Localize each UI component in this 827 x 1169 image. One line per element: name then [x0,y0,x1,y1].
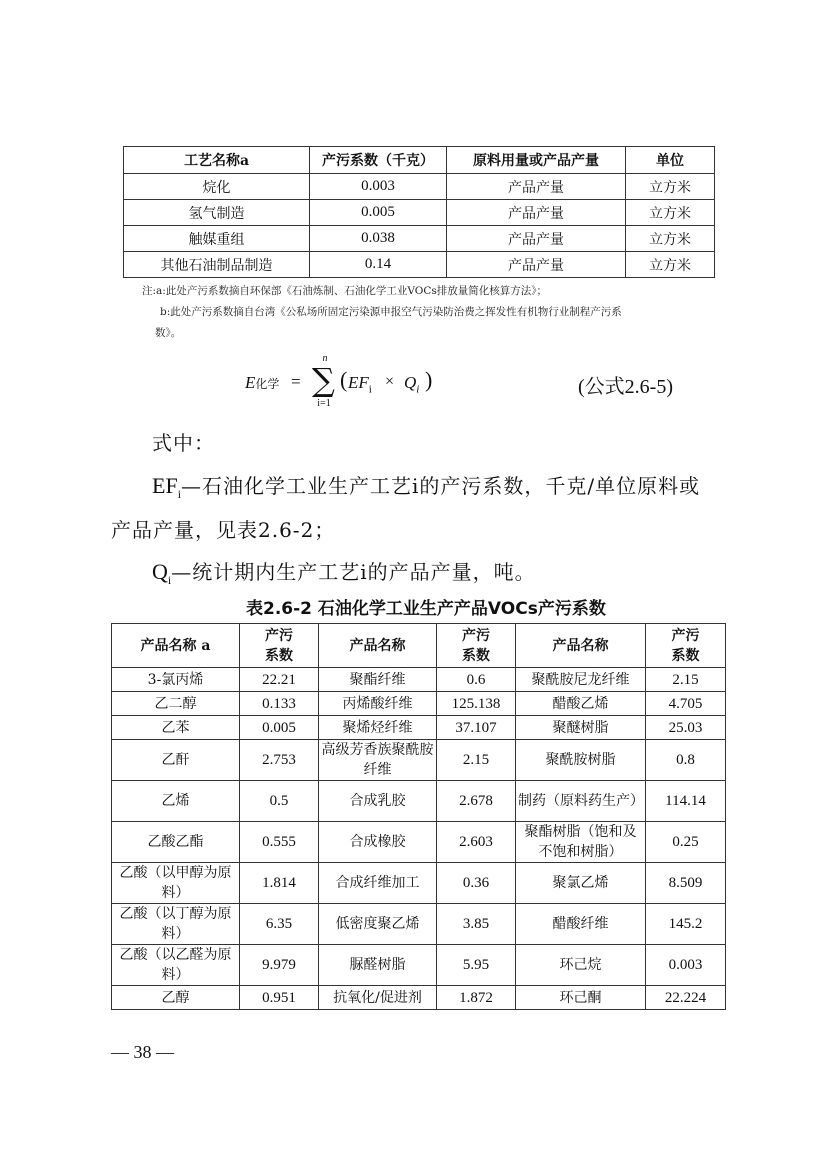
emission-factor-cell: 145.2 [646,904,726,945]
header-process-name: 工艺名称a [124,147,310,174]
product-name-cell: 脲醛树脂 [319,945,437,986]
emission-factor-cell: 9.979 [240,945,319,986]
emission-factor-cell: 1.872 [437,986,516,1010]
emission-factor-cell: 0.038 [310,226,447,252]
basis-cell: 产品产量 [447,226,626,252]
note-a: 注:a:此处产污系数摘自环保部《石油炼制、石油化学工业VOCs排放量简化核算方法》； [142,285,548,297]
header-basis: 原料用量或产品产量 [447,147,626,174]
product-name-cell: 乙苯 [112,716,240,740]
product-name-cell: 乙酸（以丁醇为原料） [112,904,240,945]
formula-label: (公式2.6-5) [578,376,673,398]
product-name-cell: 合成乳胶 [319,781,437,822]
product-name-cell: 聚氯乙烯 [516,863,646,904]
emission-factor-cell: 2.15 [646,668,726,692]
emission-factor-cell: 0.6 [437,668,516,692]
unit-cell: 立方米 [626,226,715,252]
unit-cell: 立方米 [626,174,715,200]
formula-2-6-5 [245,353,715,416]
table-row [124,226,715,252]
table-row [112,740,726,781]
emission-factor-cell: 0.133 [240,692,319,716]
sum-upper-limit: n [322,353,328,364]
product-name-cell: 聚酯树脂（饱和及不饱和树脂） [516,822,646,863]
emission-factor-cell: 1.814 [240,863,319,904]
table-row [112,781,726,822]
product-name-cell: 合成纤维加工 [319,863,437,904]
product-name-cell: 高级芳香族聚酰胺纤维 [319,740,437,781]
header-product-name-1: 产品名称 a [112,624,240,668]
formula-ef: $EF_i$ [348,373,372,396]
table-row [112,716,726,740]
product-name-cell: 抗氧化/促进剂 [319,986,437,1010]
formula-lhs-subscript: 化学 [255,377,280,391]
emission-factor-cell: 2.753 [240,740,319,781]
basis-cell: 产品产量 [447,252,626,278]
product-name-cell: 环己烷 [516,945,646,986]
product-name-cell: 聚烯烃纤维 [319,716,437,740]
emission-factor-cell: 114.14 [646,781,726,822]
emission-factor-cell: 0.5 [240,781,319,822]
header-emission-factor: 产污系数（千克） [310,147,447,174]
page-number: — 38 — [111,1042,174,1062]
product-name-cell: 低密度聚乙烯 [319,904,437,945]
emission-factor-cell: 2.678 [437,781,516,822]
table-row [112,986,726,1010]
table-header-row [112,624,726,668]
product-name-cell: 醋酸纤维 [516,904,646,945]
header-factor-2: 产污 系数 [437,624,516,668]
where-label: 式中： [152,431,215,455]
product-name-cell: 合成橡胶 [319,822,437,863]
product-name-cell: 乙二醇 [112,692,240,716]
header-unit: 单位 [626,147,715,174]
emission-factor-cell: 37.107 [437,716,516,740]
basis-cell: 产品产量 [447,174,626,200]
formula-lhs: E化学 [245,373,280,392]
note-b-line2: 数》。 [155,327,182,339]
open-paren: ( [340,367,348,392]
product-name-cell: 环己酮 [516,986,646,1010]
header-product-name-3: 产品名称 [516,624,646,668]
emission-factor-cell: 125.138 [437,692,516,716]
table-row [124,200,715,226]
product-name-cell: 聚酰胺树脂 [516,740,646,781]
emission-factor-cell: 0.25 [646,822,726,863]
process-emission-factor-table [123,146,715,278]
emission-factor-cell: 0.005 [310,200,447,226]
header-factor-1: 产污 系数 [240,624,319,668]
emission-factor-cell: 0.005 [240,716,319,740]
product-name-cell: 醋酸乙烯 [516,692,646,716]
emission-factor-cell: 6.35 [240,904,319,945]
product-name-cell: 乙酸（以甲醇为原料） [112,863,240,904]
table2-caption: 表2.6-2 石油化学工业生产产品VOCs产污系数 [246,599,606,619]
unit-cell: 立方米 [626,252,715,278]
header-product-name-2: 产品名称 [319,624,437,668]
product-name-cell: 制药（原料药生产） [516,781,646,822]
product-name-cell: 乙醇 [112,986,240,1010]
formula-equals: = [291,372,301,391]
emission-factor-cell: 8.509 [646,863,726,904]
emission-factor-cell: 25.03 [646,716,726,740]
product-emission-factor-table [111,623,726,1010]
table-row [112,904,726,945]
sum-lower-limit: i=1 [317,398,331,409]
table-header-row [124,147,715,174]
table-row [124,252,715,278]
emission-factor-cell: 0.8 [646,740,726,781]
table-row [112,822,726,863]
product-name-cell: 3-氯丙烯 [112,668,240,692]
product-name-cell: 丙烯酸纤维 [319,692,437,716]
note-b-line1: b:此处产污系数摘自台湾《公私场所固定污染源申报空气污染防治费之挥发性有机物行业制程产污系 [160,306,622,318]
emission-factor-cell: 22.224 [646,986,726,1010]
sigma-symbol: ∑ [312,361,335,399]
emission-factor-cell: 0.14 [310,252,447,278]
unit-cell: 立方米 [626,200,715,226]
process-name-cell: 烷化 [124,174,310,200]
times-sign: × [385,373,395,390]
table-row [112,863,726,904]
emission-factor-cell: 0.36 [437,863,516,904]
product-name-cell: 乙酐 [112,740,240,781]
product-name-cell: 聚醚树脂 [516,716,646,740]
basis-cell: 产品产量 [447,200,626,226]
emission-factor-cell: 0.003 [310,174,447,200]
process-name-cell: 其他石油制品制造 [124,252,310,278]
product-name-cell: 聚酰胺尼龙纤维 [516,668,646,692]
emission-factor-cell: 0.951 [240,986,319,1010]
product-name-cell: 乙烯 [112,781,240,822]
emission-factor-cell: 0.555 [240,822,319,863]
emission-factor-cell: 2.15 [437,740,516,781]
emission-factor-cell: 2.603 [437,822,516,863]
product-name-cell: 乙酸乙酯 [112,822,240,863]
emission-factor-cell: 0.003 [646,945,726,986]
emission-factor-cell: 3.85 [437,904,516,945]
process-name-cell: 触媒重组 [124,226,310,252]
q-definition: $Q_i—$统计期内生产工艺i的产品产量，吨。 [152,559,536,587]
ef-definition-line1: $EF_i—$石油化学工业生产工艺i的产污系数，千克/单位原料或 [152,473,701,501]
emission-factor-cell: 22.21 [240,668,319,692]
formula-q: $Q_i$ [404,373,420,396]
product-name-cell: 聚酯纤维 [319,668,437,692]
table-row [112,945,726,986]
table-row [112,692,726,716]
emission-factor-cell: 4.705 [646,692,726,716]
header-factor-3: 产污 系数 [646,624,726,668]
product-name-cell: 乙酸（以乙醛为原料） [112,945,240,986]
process-name-cell: 氢气制造 [124,200,310,226]
table-row [112,668,726,692]
table-row [124,174,715,200]
close-paren: ) [425,367,433,392]
ef-definition-line2: 产品产量，见表2.6-2； [111,518,336,542]
emission-factor-cell: 5.95 [437,945,516,986]
